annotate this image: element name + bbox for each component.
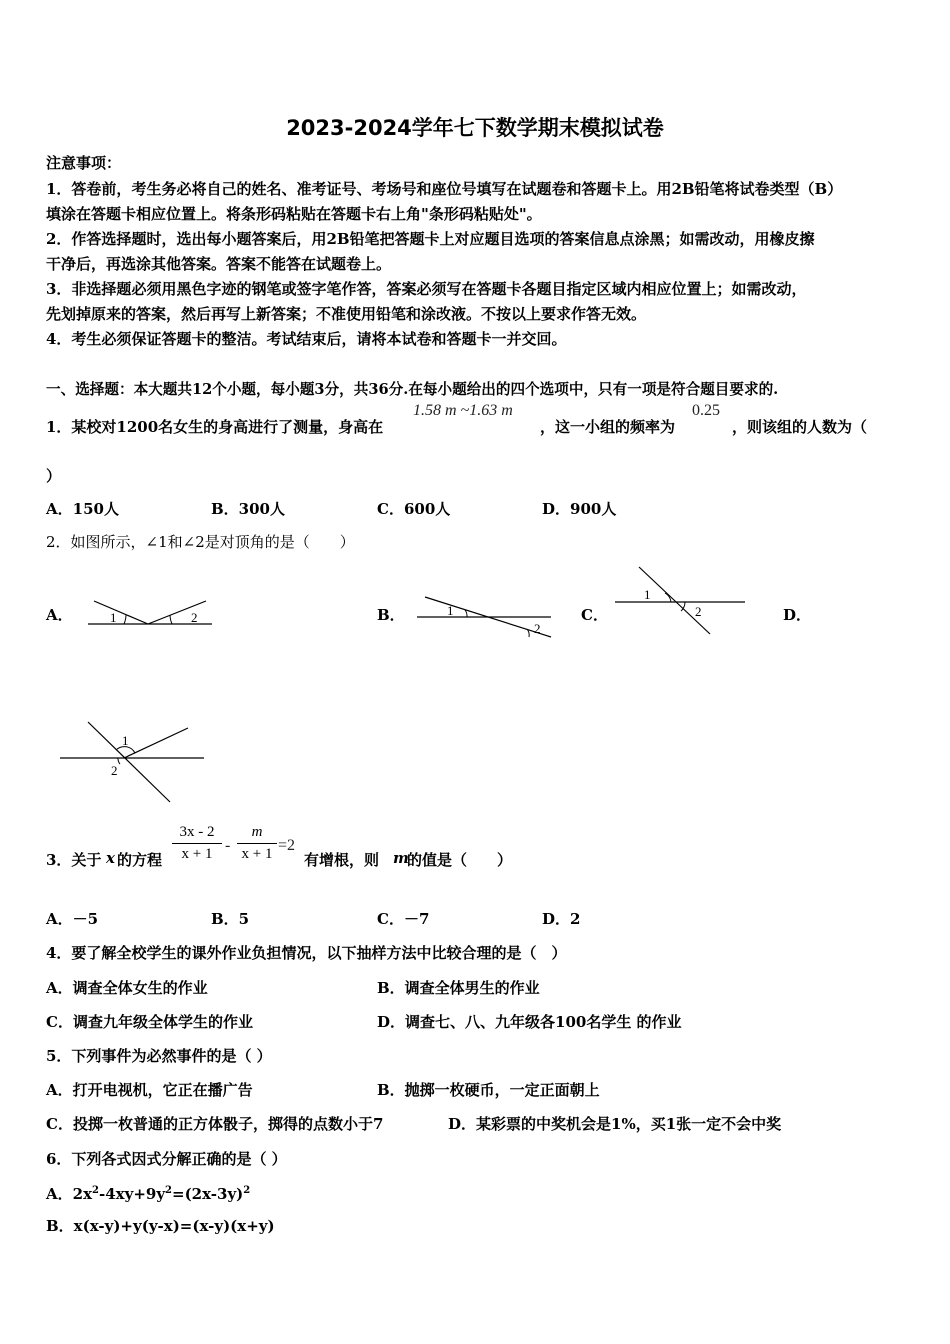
angle-2-label: 2 [111, 763, 118, 778]
q1-option-c: C．600人 [377, 500, 451, 518]
q3-equals: =2 [278, 837, 296, 854]
q2-figure-a [88, 595, 218, 631]
q6-option-a [46, 1183, 250, 1204]
angle-2-label: 2 [695, 604, 702, 619]
q2-figure-c [615, 565, 750, 637]
q3-stem-part2: 的方程 [117, 851, 163, 869]
q6-option-a-term: =(2x-3y) [172, 1185, 244, 1203]
q2-label-b: B． [377, 606, 405, 624]
notice-line: 3．非选择题必须用黑色字迹的钢笔或签字笔作答，答案必须写在答题卡各题目指定区域内相应位置上；如需改动， [46, 280, 807, 298]
q1-stem-part1: 1．某校对1200名女生的身高进行了测量，身高在 [46, 418, 384, 436]
q2-stem: 2．如图所示，∠1和∠2是对顶角的是（ ） [46, 533, 355, 551]
notice-line: 先划掉原来的答案，然后再写上新答案；不准使用铅笔和涂改液。不按以上要求作答无效。 [46, 305, 647, 323]
q6-option-b: B．x(x-y)+y(y-x)=(x-y)(x+y) [46, 1217, 275, 1235]
q6-option-a-term: 2x [72, 1185, 93, 1203]
angle-1-label: 1 [122, 733, 129, 748]
q2-figure-b [417, 593, 557, 643]
notice-heading: 注意事项： [46, 154, 122, 172]
q3-minus-sign: - [225, 837, 231, 854]
q3-option-c: C．－7 [377, 910, 430, 928]
angle-1-label: 1 [644, 587, 651, 602]
q3-var-x: x [106, 849, 115, 867]
notice-line: 4．考生必须保证答题卡的整洁。考试结束后，请将本试卷和答题卡一并交回。 [46, 330, 567, 348]
q6-option-a-label: A． [46, 1185, 73, 1203]
q3-fraction-1 [172, 824, 222, 863]
q3-fraction-2 [237, 824, 277, 863]
q5-option-b: B．抛掷一枚硬币，一定正面朝上 [377, 1081, 600, 1099]
q2-label-c: C． [581, 606, 608, 624]
angle-1-label: 1 [447, 603, 454, 618]
q6-stem: 6．下列各式因式分解正确的是（ ） [46, 1150, 287, 1168]
q4-option-b: B．调查全体男生的作业 [377, 979, 540, 997]
q4-option-a: A．调查全体女生的作业 [46, 979, 208, 997]
q3-option-b: B．5 [211, 910, 250, 928]
q6-option-a-exponent: 2 [243, 1185, 251, 1196]
q2-label-a: A． [46, 606, 73, 624]
q4-option-c: C．调查九年级全体学生的作业 [46, 1013, 253, 1031]
section-heading: 一、选择题：本大题共12个小题，每小题3分，共36分.在每小题给出的四个选项中，只有一项是符合题目要求的. [46, 381, 779, 398]
notice-line: 1．答卷前，考生务必将自己的姓名、准考证号、考场号和座位号填写在试题卷和答题卡上。用2B铅笔将试卷类型（B） [46, 180, 843, 198]
q6-option-a-exponent: 2 [165, 1185, 173, 1196]
q5-option-c: C．投掷一枚普通的正方体骰子，掷得的点数小于7 [46, 1115, 384, 1133]
q1-stem-part3: ，则该组的人数为（ [732, 418, 868, 436]
q2-label-d: D． [783, 606, 812, 624]
q3-fraction-2-numerator: m [237, 824, 277, 844]
q6-option-a-term: -4xy+9y [99, 1185, 166, 1203]
notice-line: 填涂在答题卡相应位置上。将条形码粘贴在答题卡右上角"条形码粘贴处"。 [46, 205, 542, 223]
q3-var-m: m [393, 849, 409, 867]
angle-2-label: 2 [534, 621, 541, 636]
notice-line: 干净后，再选涂其他答案。答案不能答在试题卷上。 [46, 255, 392, 273]
page-title: 2023-2024学年七下数学期末模拟试卷 [286, 116, 664, 140]
q4-option-d: D．调查七、八、九年级各100名学生 的作业 [377, 1013, 682, 1031]
angle-2-label: 2 [191, 610, 198, 625]
q3-option-d: D．2 [542, 910, 581, 928]
q5-option-d: D．某彩票的中奖机会是1%，买1张一定不会中奖 [448, 1115, 782, 1133]
q1-close-paren: ） [46, 467, 62, 485]
q1-stem-part2: ，这一小组的频率为 [540, 418, 676, 436]
q6-option-a-exponent: 2 [92, 1185, 99, 1196]
angle-1-label: 1 [110, 610, 117, 625]
q3-fraction-2-denominator: x + 1 [241, 846, 273, 862]
q3-fraction-1-denominator: x + 1 [181, 846, 213, 862]
notice-line: 2．作答选择题时，选出每小题答案后，用2B铅笔把答题卡上对应题目选项的答案信息点涂黑；如需改动，用橡皮擦 [46, 230, 815, 248]
q3-option-a: A．－5 [46, 910, 99, 928]
q1-option-b: B．300人 [211, 500, 285, 518]
q1-height-range: 1.58 m ~1.63 m [413, 402, 513, 419]
q4-stem: 4．要了解全校学生的课外作业负担情况，以下抽样方法中比较合理的是（ ） [46, 944, 567, 962]
q1-frequency: 0.25 [692, 402, 720, 419]
q5-stem: 5．下列事件为必然事件的是（ ） [46, 1047, 272, 1065]
q3-stem-part4: 的值是（ ） [407, 851, 513, 869]
q2-figure-d [60, 718, 210, 806]
q1-option-a: A．150人 [46, 500, 119, 518]
q3-stem-part3: 有增根，则 [304, 851, 380, 869]
q5-option-a: A．打开电视机，它正在播广告 [46, 1081, 253, 1099]
q3-fraction-1-numerator: 3x - 2 [172, 824, 222, 844]
q3-stem-part1: 3．关于 [46, 851, 102, 869]
q1-option-d: D．900人 [542, 500, 617, 518]
